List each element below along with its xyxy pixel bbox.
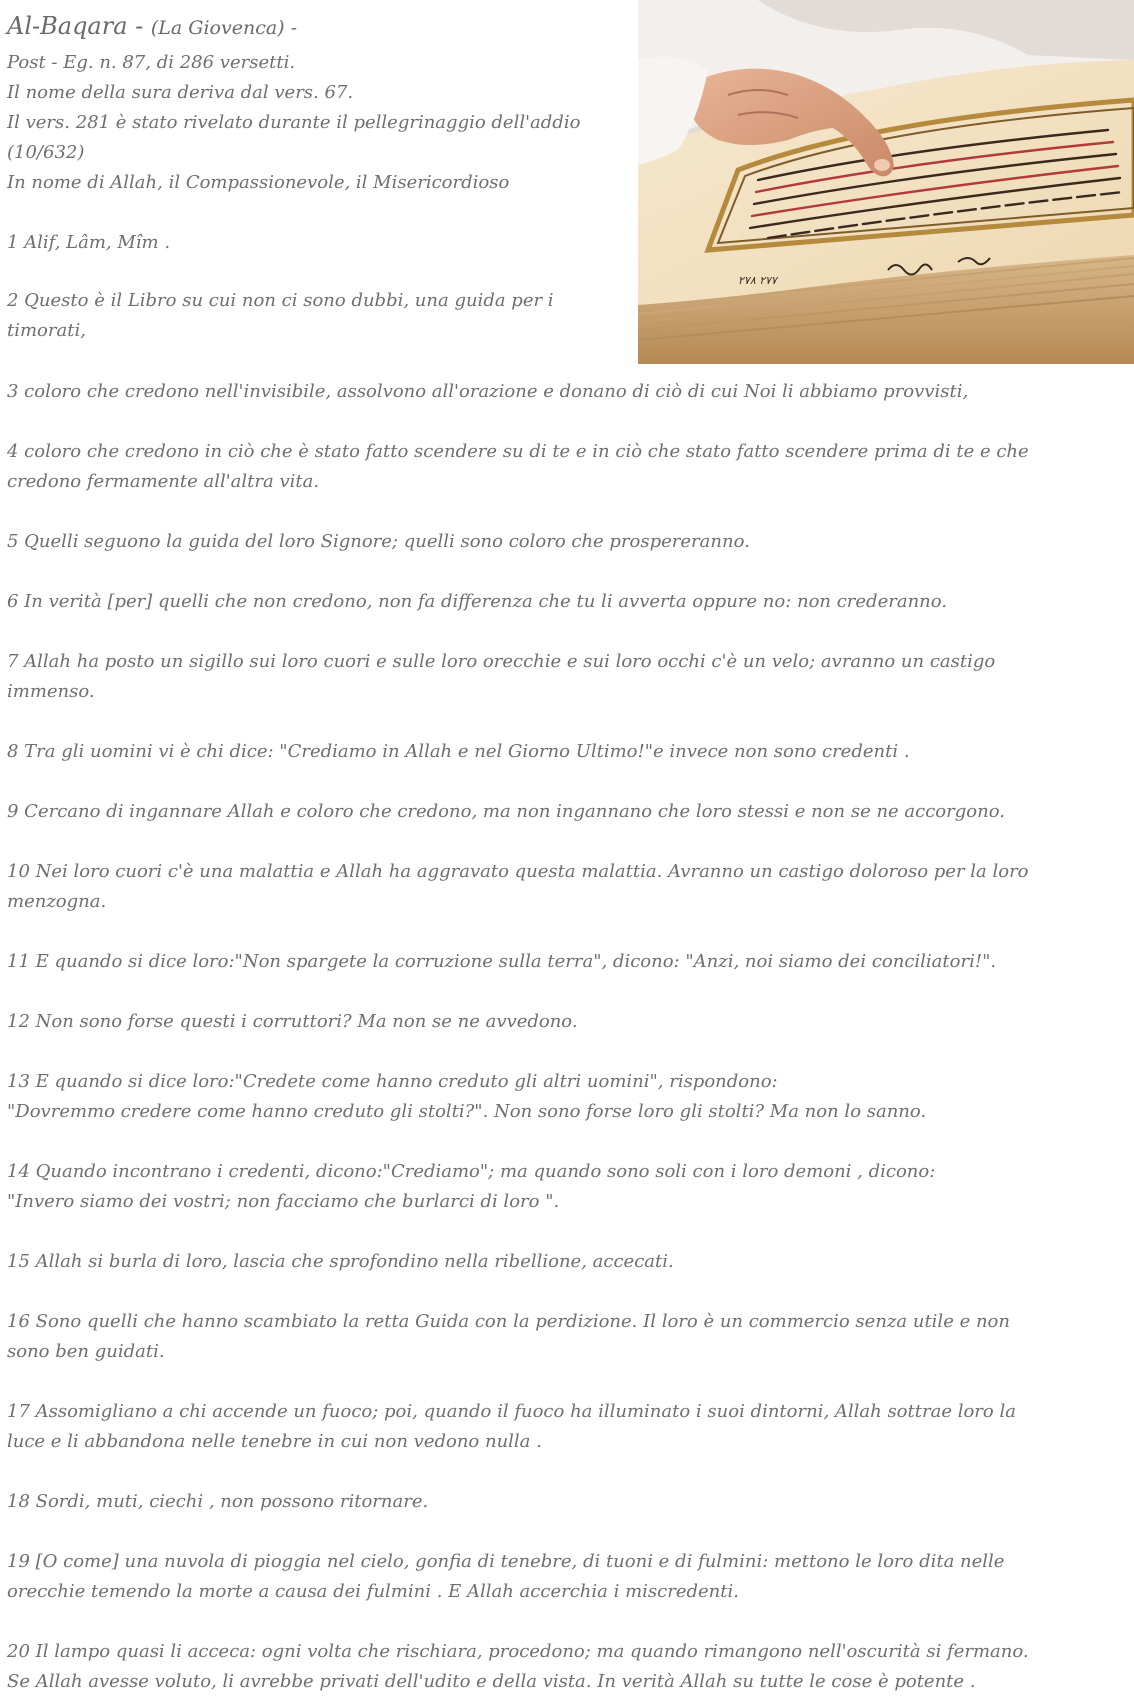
verse	[7, 737, 1127, 767]
verse	[7, 1547, 1127, 1607]
verse-line: luce e li abbandona nelle tenebre in cui non vedono nulla .	[7, 1431, 542, 1452]
verse	[7, 947, 1127, 977]
verse-line: 7 Allah ha posto un sigillo sui loro cuori e sulle loro orecchie e sui loro occhi c'è un velo; avranno un castigo	[7, 651, 996, 672]
page-title	[7, 12, 297, 40]
verse-line: sono ben guidati.	[7, 1341, 165, 1362]
verse	[7, 587, 1127, 617]
sura-info	[7, 48, 632, 198]
verse	[7, 1157, 1127, 1217]
verse-line: 13 E quando si dice loro:"Credete come hanno creduto gli altri uomini", rispondono:	[7, 1071, 778, 1092]
verse-line: 18 Sordi, muti, ciechi , non possono ritornare.	[7, 1491, 429, 1512]
verse-line: menzogna.	[7, 891, 107, 912]
info-line: (10/632)	[7, 142, 85, 163]
verse-line: Se Allah avesse voluto, li avrebbe privati dell'udito e della vista. In verità Allah su tutte le cose è potente .	[7, 1671, 976, 1692]
verse-line: timorati,	[7, 320, 86, 341]
verse	[7, 1247, 1127, 1277]
verse-line: 16 Sono quelli che hanno scambiato la retta Guida con la perdizione. Il loro è un commercio senza utile e non	[7, 1311, 1010, 1332]
verse	[7, 286, 632, 346]
verse	[7, 1307, 1127, 1367]
verse-line: credono fermamente all'altra vita.	[7, 471, 320, 492]
verse-line: immenso.	[7, 681, 95, 702]
info-line: Il nome della sura deriva dal vers. 67.	[7, 82, 354, 103]
verse-line: "Invero siamo dei vostri; non facciamo che burlarci di loro ".	[7, 1191, 560, 1212]
verse-line: "Dovremmo credere come hanno creduto gli stolti?". Non sono forse loro gli stolti? Ma non lo sanno.	[7, 1101, 927, 1122]
verse-line: 4 coloro che credono in ciò che è stato fatto scendere su di te e in ciò che stato fatto scendere prima di te e che	[7, 441, 1029, 462]
verse	[7, 1487, 1127, 1517]
verse-line: 2 Questo è il Libro su cui non ci sono dubbi, una guida per i	[7, 290, 554, 311]
verse-line: 19 [O come] una nuvola di pioggia nel cielo, gonfia di tenebre, di tuoni e di fulmini: mettono le loro dita nelle	[7, 1551, 1005, 1572]
verse	[7, 797, 1127, 827]
verse-line: 5 Quelli seguono la guida del loro Signore; quelli sono coloro che prospereranno.	[7, 531, 750, 552]
verse-line: 15 Allah si burla di loro, lascia che sprofondino nella ribellione, accecati.	[7, 1251, 674, 1272]
verse-line: 3 coloro che credono nell'invisibile, assolvono all'orazione e donano di ciò di cui Noi li abbiamo provvisti,	[7, 381, 969, 402]
info-line: Il vers. 281 è stato rivelato durante il pellegrinaggio dell'addio	[7, 112, 581, 133]
title-main: Al-Baqara -	[7, 12, 151, 40]
info-line: In nome di Allah, il Compassionevole, il Misericordioso	[7, 172, 510, 193]
verse-line: 10 Nei loro cuori c'è una malattia e Allah ha aggravato questa malattia. Avranno un castigo doloroso per la loro	[7, 861, 1029, 882]
verse	[7, 1397, 1127, 1457]
title-subtitle: (La Giovenca) -	[150, 17, 298, 39]
verse	[7, 377, 1127, 407]
verse-line: 6 In verità [per] quelli che non credono, non fa differenza che tu li avverta oppure no: non crederanno.	[7, 591, 947, 612]
verse-line: 14 Quando incontrano i credenti, dicono:"Crediamo"; ma quando sono soli con i loro demoni , dicono:	[7, 1161, 936, 1182]
verse	[7, 228, 632, 258]
verse-line: 12 Non sono forse questi i corruttori? Ma non se ne avvedono.	[7, 1011, 578, 1032]
verse	[7, 437, 1127, 497]
quran-reading-photo	[638, 0, 1134, 364]
verse-line: 1 Alif, Lâm, Mîm .	[7, 232, 171, 253]
verse	[7, 1007, 1127, 1037]
verse	[7, 1067, 1127, 1127]
verse	[7, 1637, 1127, 1697]
verse-line: 17 Assomigliano a chi accende un fuoco; poi, quando il fuoco ha illuminato i suoi dintorni, Allah sottrae loro la	[7, 1401, 1016, 1422]
verse	[7, 647, 1127, 707]
verse-line: 9 Cercano di ingannare Allah e coloro che credono, ma non ingannano che loro stessi e non se ne accorgono.	[7, 801, 1005, 822]
verse	[7, 527, 1127, 557]
photo-illustration	[638, 0, 1134, 364]
verse-line: orecchie temendo la morte a causa dei fulmini . E Allah accerchia i miscredenti.	[7, 1581, 739, 1602]
verse-line: 11 E quando si dice loro:"Non spargete la corruzione sulla terra", dicono: "Anzi, noi siamo dei conciliatori!".	[7, 951, 997, 972]
verse-line: 8 Tra gli uomini vi è chi dice: "Crediamo in Allah e nel Giorno Ultimo!"e invece non sono credenti .	[7, 741, 910, 762]
verse-line: 20 Il lampo quasi li acceca: ogni volta che rischiara, procedono; ma quando rimangono nell'oscurità si fermano.	[7, 1641, 1029, 1662]
info-line: Post - Eg. n. 87, di 286 versetti.	[7, 52, 296, 73]
verse	[7, 857, 1127, 917]
page-number-label: ٢٧٧ ٢٧٨	[738, 274, 777, 287]
